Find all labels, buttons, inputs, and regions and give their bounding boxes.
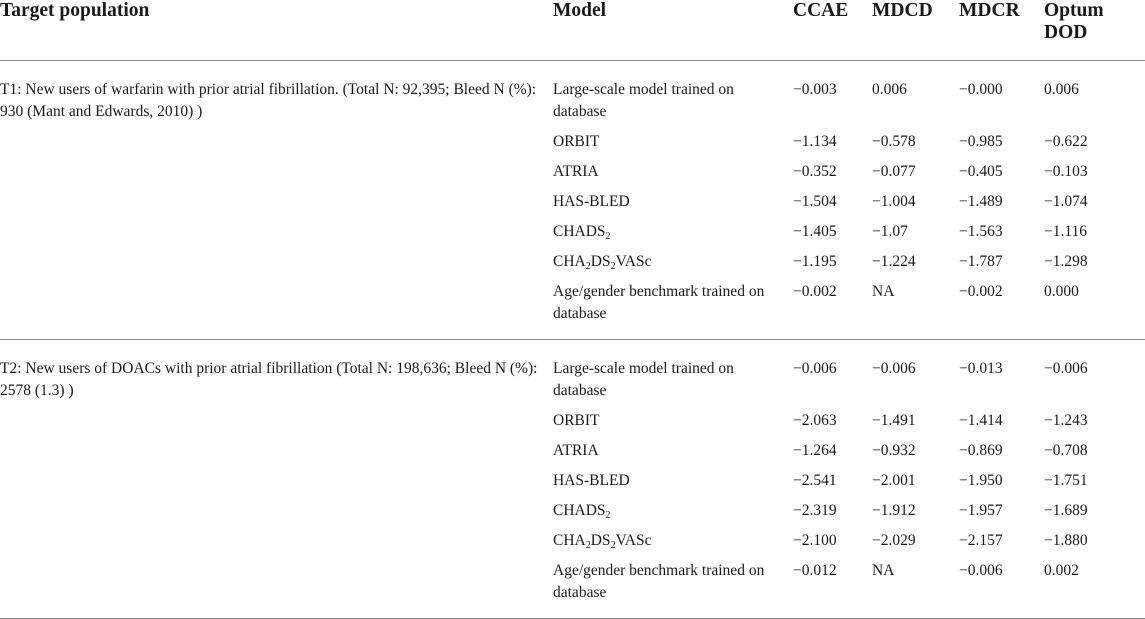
ccae-value-cell: −0.012 [793, 562, 837, 579]
optum-value-cell: 0.002 [1044, 562, 1079, 579]
ccae-value-cell: −2.063 [793, 412, 837, 429]
model-name-cell: HAS-BLED [553, 193, 630, 210]
model-name-cell: $CHADS_2$ [553, 502, 611, 521]
model-name-cell: Large-scale model trained on database [553, 360, 734, 399]
mdcr-value-cell: −1.563 [959, 223, 1003, 240]
optum-value-cell: −1.298 [1044, 253, 1088, 270]
ccae-value-cell: −2.100 [793, 532, 837, 549]
ccae-value-cell: −0.003 [793, 81, 837, 98]
optum-value-cell: −1.243 [1044, 412, 1088, 429]
mdcd-value-cell: −1.004 [872, 193, 916, 210]
header-row [0, 0, 1145, 61]
table-row [0, 340, 1145, 403]
model-name-cell: Age/gender benchmark trained on database [553, 562, 765, 601]
mdcr-value-cell: −1.414 [959, 412, 1003, 429]
ccae-value-cell: −0.006 [793, 360, 837, 377]
model-name-cell: $CHADS_2$ [553, 223, 611, 242]
mdcd-value-cell: −0.077 [872, 163, 916, 180]
mdcd-value-cell: −2.029 [872, 532, 916, 549]
header-model: Model [553, 0, 607, 21]
mdcr-value-cell: −0.002 [959, 283, 1003, 300]
target-population-cell: T2: New users of DOACs with prior atrial fibrillation (Total N: 198,636; Bleed N (%): 2578 (1.3) ) [0, 360, 538, 399]
mdcd-value-cell: −0.006 [872, 360, 916, 377]
mdcd-value-cell: NA [872, 283, 895, 300]
mdcr-value-cell: −0.405 [959, 163, 1003, 180]
optum-value-cell: 0.006 [1044, 81, 1079, 98]
mdcd-value-cell: −2.001 [872, 472, 916, 489]
ccae-value-cell: −1.134 [793, 133, 837, 150]
model-name-cell: ATRIA [553, 163, 599, 180]
optum-value-cell: −1.751 [1044, 472, 1088, 489]
mdcr-value-cell: −0.869 [959, 442, 1003, 459]
mdcr-value-cell: −1.787 [959, 253, 1003, 270]
header-optum-dod: Optum DOD [1044, 0, 1104, 43]
target-population-cell: T1: New users of warfarin with prior atrial fibrillation. (Total N: 92,395; Bleed N (%): 930 (Mant and Edwards, 2010) ) [0, 81, 537, 120]
mdcr-value-cell: −1.950 [959, 472, 1003, 489]
table-body [0, 61, 1145, 619]
mdcr-value-cell: −2.157 [959, 532, 1003, 549]
optum-value-cell: −0.006 [1044, 360, 1088, 377]
header-target-population: Target population [0, 0, 150, 21]
mdcd-value-cell: −1.912 [872, 502, 916, 519]
ccae-value-cell: −1.405 [793, 223, 837, 240]
header-ccae: CCAE [793, 0, 849, 21]
ccae-value-cell: −1.264 [793, 442, 837, 459]
ccae-value-cell: −0.352 [793, 163, 837, 180]
model-name-cell: $CHA_2DS_2VASc$ [553, 253, 652, 272]
mdcr-value-cell: −0.000 [959, 81, 1003, 98]
mdcd-value-cell: −0.578 [872, 133, 916, 150]
model-name-cell: $CHA_2DS_2VASc$ [553, 532, 652, 551]
optum-value-cell: −0.622 [1044, 133, 1088, 150]
optum-value-cell: −1.689 [1044, 502, 1088, 519]
ccae-value-cell: −0.002 [793, 283, 837, 300]
mdcr-value-cell: −0.006 [959, 562, 1003, 579]
mdcd-value-cell: NA [872, 562, 895, 579]
mdcr-value-cell: −1.957 [959, 502, 1003, 519]
ccae-value-cell: −1.504 [793, 193, 837, 210]
optum-value-cell: 0.000 [1044, 283, 1079, 300]
mdcd-value-cell: 0.006 [872, 81, 907, 98]
model-name-cell: HAS-BLED [553, 472, 630, 489]
mdcr-value-cell: −0.985 [959, 133, 1003, 150]
optum-value-cell: −1.880 [1044, 532, 1088, 549]
ccae-value-cell: −2.319 [793, 502, 837, 519]
header-mdcd: MDCD [872, 0, 933, 21]
mdcd-value-cell: −1.07 [872, 223, 908, 240]
model-name-cell: ORBIT [553, 133, 600, 150]
ccae-value-cell: −1.195 [793, 253, 837, 270]
header-mdcr: MDCR [959, 0, 1020, 21]
table-row [0, 61, 1145, 124]
mdcd-value-cell: −0.932 [872, 442, 916, 459]
ccae-value-cell: −2.541 [793, 472, 837, 489]
mdcd-value-cell: −1.224 [872, 253, 916, 270]
model-name-cell: Large-scale model trained on database [553, 81, 734, 120]
mdcd-value-cell: −1.491 [872, 412, 916, 429]
optum-value-cell: −1.074 [1044, 193, 1088, 210]
mdcr-value-cell: −0.013 [959, 360, 1003, 377]
model-name-cell: ORBIT [553, 412, 600, 429]
mdcr-value-cell: −1.489 [959, 193, 1003, 210]
optum-value-cell: −1.116 [1044, 223, 1088, 240]
optum-value-cell: −0.708 [1044, 442, 1088, 459]
model-name-cell: ATRIA [553, 442, 599, 459]
model-name-cell: Age/gender benchmark trained on database [553, 283, 765, 322]
optum-value-cell: −0.103 [1044, 163, 1088, 180]
